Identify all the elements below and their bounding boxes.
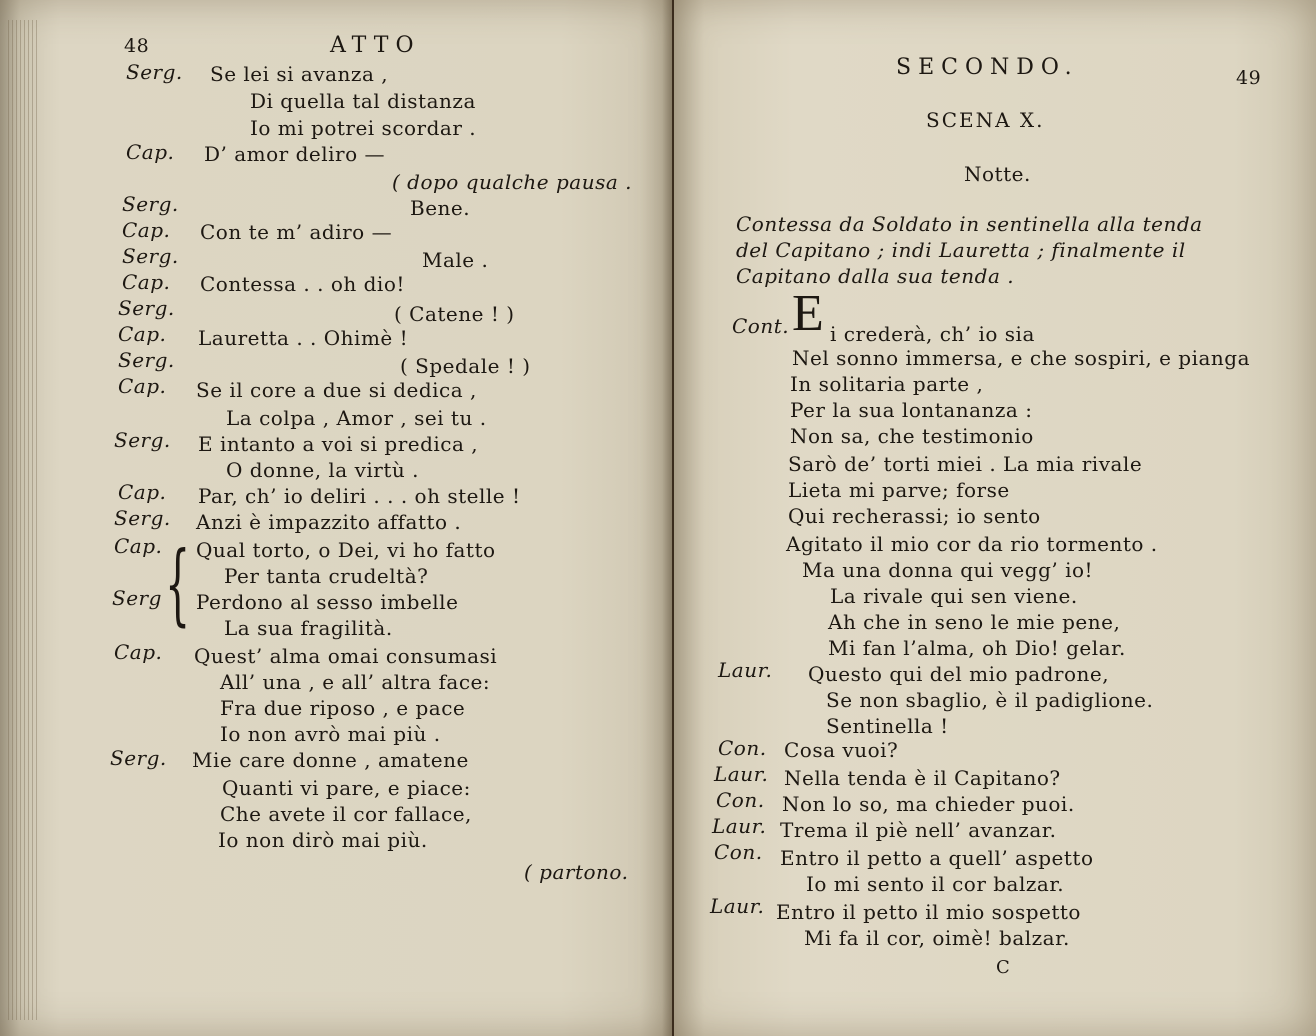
- verse-line: Io mi potrei scordar .: [250, 116, 477, 140]
- verse-line: Mi fa il cor, oimè! balzar.: [804, 926, 1070, 950]
- scene-setting: Notte.: [964, 162, 1031, 186]
- verse-line: Di quella tal distanza: [250, 89, 476, 113]
- stage-direction: ( dopo qualche pausa .: [392, 170, 632, 194]
- stage-direction: ( Catene ! ): [394, 302, 515, 326]
- speaker-label: Con.: [714, 840, 763, 864]
- stage-direction: del Capitano ; indi Lauretta ; finalmente il: [736, 238, 1186, 262]
- verse-line: Anzi è impazzito affatto .: [196, 510, 462, 534]
- verse-line: La colpa , Amor , sei tu .: [226, 406, 487, 430]
- verse-line: Quest’ alma omai consumasi: [194, 644, 498, 668]
- speaker-label: Serg.: [110, 746, 167, 770]
- speaker-label: Serg.: [122, 192, 179, 216]
- speaker-label: Cap.: [126, 140, 175, 164]
- verse-line: Qui recherassi; io sento: [788, 504, 1041, 528]
- verse-line: Che avete il cor fallace,: [220, 802, 472, 826]
- verse-line: Non lo so, ma chieder puoi.: [782, 792, 1075, 816]
- verse-line: Cosa vuoi?: [784, 738, 899, 762]
- verse-line: Per la sua lontananza :: [790, 398, 1033, 422]
- verse-line: Nella tenda è il Capitano?: [784, 766, 1061, 790]
- verse-line: Per tanta crudeltà?: [224, 564, 429, 588]
- signature-mark: C: [996, 957, 1011, 978]
- verse-line: La rivale qui sen viene.: [830, 584, 1078, 608]
- scene-title: SCENA X.: [926, 108, 1045, 132]
- verse-line: Entro il petto il mio sospetto: [776, 900, 1081, 924]
- verse-line: Perdono al sesso imbelle: [196, 590, 459, 614]
- verse-line: Male .: [422, 248, 489, 272]
- speaker-label: Cap.: [114, 534, 163, 558]
- speaker-label: Serg.: [114, 428, 171, 452]
- speaker-label: Laur.: [718, 658, 773, 682]
- speaker-label: Serg: [112, 586, 162, 610]
- speaker-label: Cap.: [118, 374, 167, 398]
- verse-line: Ah che in seno le mie pene,: [828, 610, 1121, 634]
- speaker-label: Laur.: [710, 894, 765, 918]
- verse-line: Ma una donna qui vegg’ io!: [802, 558, 1094, 582]
- verse-line: Questo qui del mio padrone,: [808, 662, 1110, 686]
- verse-line: O donne, la virtù .: [226, 458, 419, 482]
- page-number-left: 48: [124, 35, 150, 57]
- verse-line: Io non avrò mai più .: [220, 722, 441, 746]
- verse-line: All’ una , e all’ altra face:: [220, 670, 491, 694]
- verse-line: Mi fan l’alma, oh Dio! gelar.: [828, 636, 1126, 660]
- stage-direction: ( partono.: [524, 860, 629, 884]
- verse-line: i crederà, ch’ io sia: [830, 322, 1035, 346]
- speaker-label: Cont.: [732, 314, 790, 338]
- verse-line: Agitato il mio cor da rio tormento .: [786, 532, 1158, 556]
- verse-line: Lauretta . . Ohimè !: [198, 326, 409, 350]
- verse-line: Contessa . . oh dio!: [200, 272, 405, 296]
- right-page: [674, 0, 1316, 1036]
- verse-line: E intanto a voi si predica ,: [198, 432, 479, 456]
- verse-line: Quanti vi pare, e piace:: [222, 776, 471, 800]
- verse-line: D’ amor deliro —: [204, 142, 385, 166]
- speaker-label: Serg.: [118, 296, 175, 320]
- verse-line: Io mi sento il cor balzar.: [806, 872, 1065, 896]
- verse-line: Qual torto, o Dei, vi ho fatto: [196, 538, 496, 562]
- dialogue-brace: {: [165, 532, 191, 635]
- verse-line: Se lei si avanza ,: [210, 62, 389, 86]
- verse-line: Entro il petto a quell’ aspetto: [780, 846, 1094, 870]
- verse-line: Io non dirò mai più.: [218, 828, 428, 852]
- speaker-label: Laur.: [714, 762, 769, 786]
- verse-line: La sua fragilità.: [224, 616, 393, 640]
- verse-line: Bene.: [410, 196, 471, 220]
- stage-direction: ( Spedale ! ): [400, 354, 531, 378]
- stage-direction: Contessa da Soldato in sentinella alla tenda: [736, 212, 1203, 236]
- verse-line: Lieta mi parve; forse: [788, 478, 1010, 502]
- verse-line: Se non sbaglio, è il padiglione.: [826, 688, 1154, 712]
- speaker-label: Con.: [716, 788, 765, 812]
- drop-cap: E: [792, 285, 824, 342]
- speaker-label: Cap.: [122, 270, 171, 294]
- page-number-right: 49: [1236, 67, 1262, 89]
- verse-line: Sarò de’ torti miei . La mia rivale: [788, 452, 1143, 476]
- verse-line: Trema il piè nell’ avanzar.: [780, 818, 1057, 842]
- running-header-right: SECONDO.: [896, 55, 1079, 80]
- verse-line: Non sa, che testimonio: [790, 424, 1034, 448]
- verse-line: Nel sonno immersa, e che sospiri, e pianga: [792, 346, 1251, 370]
- speaker-label: Serg.: [118, 348, 175, 372]
- speaker-label: Cap.: [122, 218, 171, 242]
- speaker-label: Con.: [718, 736, 767, 760]
- stage-direction: Capitano dalla sua tenda .: [736, 264, 1015, 288]
- verse-line: Sentinella !: [826, 714, 949, 738]
- verse-line: Mie care donne , amatene: [192, 748, 469, 772]
- verse-line: Con te m’ adiro —: [200, 220, 393, 244]
- verse-line: Fra due riposo , e pace: [220, 696, 466, 720]
- speaker-label: Serg.: [126, 60, 183, 84]
- speaker-label: Cap.: [118, 480, 167, 504]
- speaker-label: Cap.: [114, 640, 163, 664]
- speaker-label: Laur.: [712, 814, 767, 838]
- speaker-label: Cap.: [118, 322, 167, 346]
- verse-line: Se il core a due si dedica ,: [196, 378, 477, 402]
- speaker-label: Serg.: [122, 244, 179, 268]
- verse-line: In solitaria parte ,: [790, 372, 984, 396]
- running-header-left: ATTO: [330, 33, 421, 58]
- page-edge-lines: [8, 20, 38, 1020]
- verse-line: Par, ch’ io deliri . . . oh stelle !: [198, 484, 521, 508]
- speaker-label: Serg.: [114, 506, 171, 530]
